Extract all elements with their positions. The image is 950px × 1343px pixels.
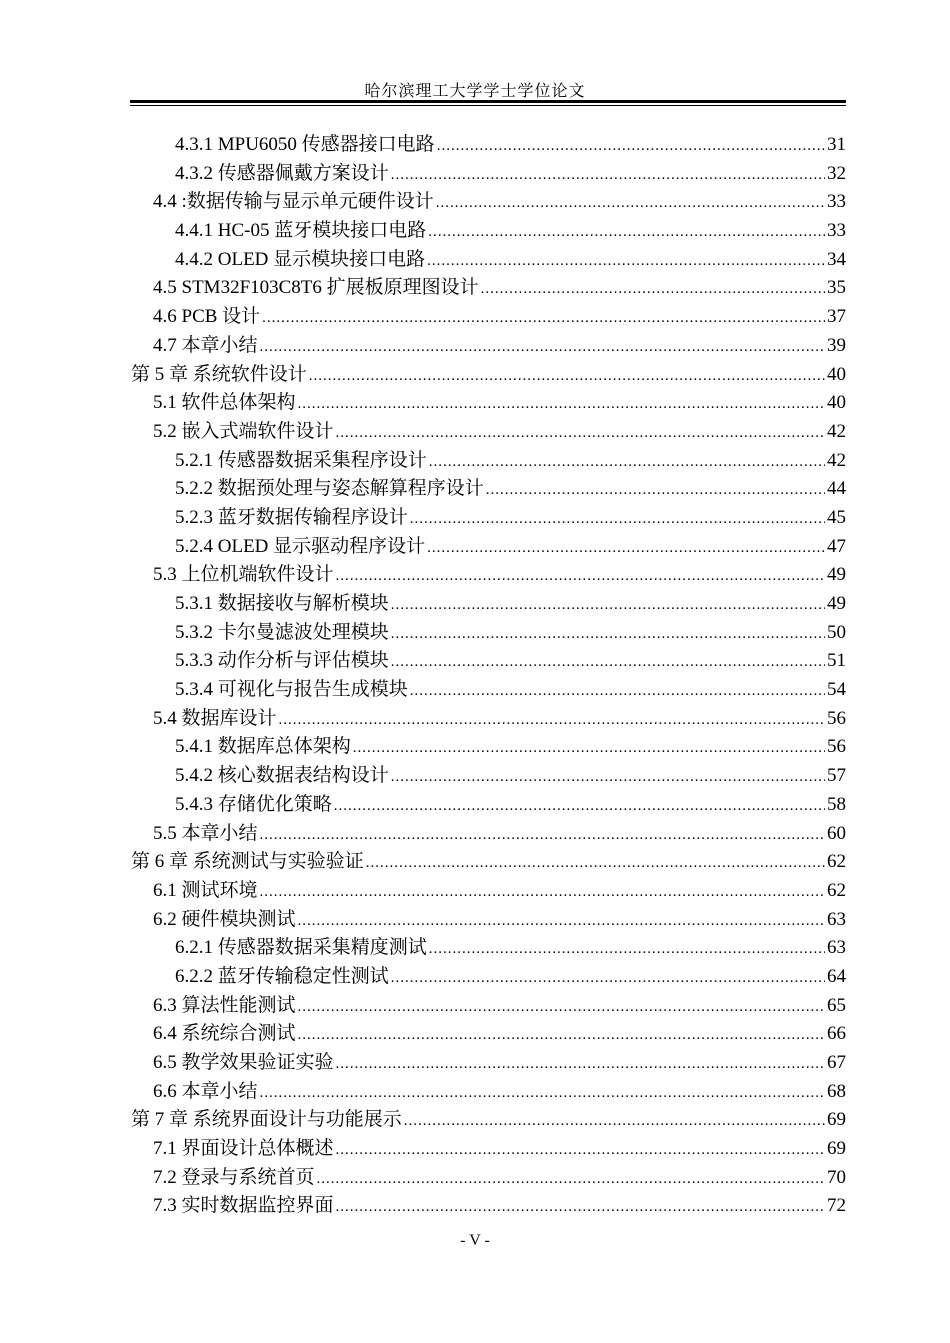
toc-dot-leader bbox=[366, 849, 825, 877]
toc-dot-leader bbox=[309, 362, 825, 390]
toc-entry-page: 47 bbox=[827, 535, 846, 557]
toc-dot-leader bbox=[298, 390, 825, 418]
toc-dot-leader bbox=[260, 821, 825, 849]
toc-entry-title: 7.3 实时数据监控界面 bbox=[153, 1195, 334, 1217]
toc-entry[interactable] bbox=[131, 131, 846, 160]
toc-entry[interactable] bbox=[131, 733, 846, 762]
toc-entry-page: 63 bbox=[827, 937, 846, 959]
toc-entry-page: 58 bbox=[827, 793, 846, 815]
toc-dot-leader bbox=[404, 1107, 825, 1135]
toc-entry-page: 64 bbox=[827, 965, 846, 987]
toc-entry[interactable] bbox=[131, 188, 846, 217]
toc-dot-leader bbox=[391, 161, 825, 189]
toc-entry[interactable] bbox=[131, 475, 846, 504]
toc-entry-page: 40 bbox=[827, 363, 846, 385]
toc-dot-leader bbox=[336, 419, 825, 447]
toc-entry-title: 4.5 STM32F103C8T6 扩展板原理图设计 bbox=[153, 277, 479, 299]
toc-entry-page: 72 bbox=[827, 1195, 846, 1217]
toc-entry[interactable] bbox=[131, 1078, 846, 1107]
toc-entry[interactable] bbox=[131, 1020, 846, 1049]
toc-entry[interactable] bbox=[131, 332, 846, 361]
toc-entry[interactable] bbox=[131, 619, 846, 648]
toc-dot-leader bbox=[260, 878, 825, 906]
toc-entry-page: 69 bbox=[827, 1109, 846, 1131]
toc-entry[interactable] bbox=[131, 504, 846, 533]
toc-entry-title: 6.6 本章小结 bbox=[153, 1080, 258, 1102]
toc-entry[interactable] bbox=[131, 590, 846, 619]
toc-entry[interactable] bbox=[131, 906, 846, 935]
toc-entry-title: 第 7 章 系统界面设计与功能展示 bbox=[131, 1109, 402, 1131]
toc-entry-page: 62 bbox=[827, 851, 846, 873]
toc-entry-title: 6.4 系统综合测试 bbox=[153, 1023, 296, 1045]
toc-entry[interactable] bbox=[131, 217, 846, 246]
toc-entry-page: 49 bbox=[827, 593, 846, 614]
toc-dot-leader bbox=[391, 763, 825, 791]
toc-entry-title: 4.4 :数据传输与显示单元硬件设计 bbox=[153, 191, 434, 213]
toc-entry-title: 第 6 章 系统测试与实验验证 bbox=[131, 851, 364, 873]
toc-entry-page: 65 bbox=[827, 994, 846, 1016]
toc-entry[interactable] bbox=[131, 533, 846, 562]
toc-entry-title: 5.1 软件总体架构 bbox=[153, 392, 296, 414]
toc-entry-page: 70 bbox=[827, 1166, 846, 1188]
toc-entry-title: 5.2.3 蓝牙数据传输程序设计 bbox=[175, 506, 408, 528]
toc-dot-leader bbox=[429, 935, 825, 963]
toc-entry-title: 4.3.2 传感器佩戴方案设计 bbox=[175, 162, 389, 184]
toc-entry-page: 40 bbox=[827, 392, 846, 414]
toc-entry[interactable] bbox=[131, 1049, 846, 1078]
toc-dot-leader bbox=[298, 993, 825, 1021]
toc-entry-page: 69 bbox=[827, 1138, 846, 1160]
toc-dot-leader bbox=[427, 534, 825, 562]
toc-entry[interactable] bbox=[131, 246, 846, 275]
toc-entry-title: 5.2.4 OLED 显示驱动程序设计 bbox=[175, 535, 426, 557]
toc-entry-title: 6.2 硬件模块测试 bbox=[153, 908, 296, 930]
toc-entry-page: 50 bbox=[827, 621, 846, 643]
toc-entry-page: 67 bbox=[827, 1052, 846, 1073]
toc-entry-page: 68 bbox=[827, 1080, 846, 1102]
toc-chapter-entry[interactable] bbox=[131, 361, 846, 390]
toc-entry-title: 6.3 算法性能测试 bbox=[153, 994, 296, 1016]
toc-entry-page: 37 bbox=[827, 306, 846, 328]
toc-entry-title: 5.3.1 数据接收与解析模块 bbox=[175, 593, 389, 614]
toc-dot-leader bbox=[437, 132, 825, 160]
toc-entry-page: 60 bbox=[827, 822, 846, 844]
toc-entry-title: 5.2 嵌入式端软件设计 bbox=[153, 420, 334, 442]
toc-entry[interactable] bbox=[131, 705, 846, 734]
toc-dot-leader bbox=[298, 1021, 825, 1049]
toc-entry-title: 5.3.3 动作分析与评估模块 bbox=[175, 650, 389, 672]
running-header: 哈尔滨理工大学学士学位论文 bbox=[364, 83, 586, 100]
toc-entry[interactable] bbox=[131, 963, 846, 992]
toc-entry[interactable] bbox=[131, 389, 846, 418]
toc-dot-leader bbox=[336, 1136, 825, 1164]
toc-entry-page: 42 bbox=[827, 449, 846, 471]
toc-entry-page: 34 bbox=[827, 248, 846, 270]
toc-dot-leader bbox=[486, 476, 825, 504]
toc-dot-leader bbox=[428, 218, 825, 246]
toc-dot-leader bbox=[260, 333, 825, 361]
toc-entry-page: 35 bbox=[827, 277, 846, 299]
toc-entry-page: 63 bbox=[827, 908, 846, 930]
header-rule-thin bbox=[130, 105, 846, 106]
toc-dot-leader bbox=[336, 562, 825, 590]
toc-dot-leader bbox=[298, 907, 825, 935]
toc-dot-leader bbox=[391, 591, 825, 619]
toc-dot-leader bbox=[353, 734, 825, 762]
toc-entry-title: 4.4.2 OLED 显示模块接口电路 bbox=[175, 248, 426, 270]
toc-dot-leader bbox=[260, 1079, 825, 1107]
toc-entry[interactable] bbox=[131, 877, 846, 906]
toc-entry-title: 6.2.2 蓝牙传输稳定性测试 bbox=[175, 965, 389, 987]
toc-entry-title: 7.1 界面设计总体概述 bbox=[153, 1138, 334, 1160]
toc-entry-page: 33 bbox=[827, 220, 846, 242]
toc-dot-leader bbox=[279, 706, 825, 734]
toc-entry[interactable] bbox=[131, 1164, 846, 1193]
toc-entry-page: 31 bbox=[827, 134, 846, 155]
page-number: - V - bbox=[460, 1232, 490, 1249]
toc-entry[interactable] bbox=[131, 418, 846, 447]
toc-entry-title: 5.3 上位机端软件设计 bbox=[153, 564, 334, 586]
toc-entry-page: 66 bbox=[827, 1023, 846, 1045]
toc-chapter-entry[interactable] bbox=[131, 1106, 846, 1135]
toc-entry[interactable] bbox=[131, 303, 846, 332]
toc-entry-title: 6.2.1 传感器数据采集精度测试 bbox=[175, 937, 427, 959]
toc-entry[interactable] bbox=[131, 676, 846, 705]
table-of-contents bbox=[131, 131, 846, 1221]
toc-entry-title: 6.5 教学效果验证实验 bbox=[153, 1052, 334, 1073]
toc-entry[interactable] bbox=[131, 1135, 846, 1164]
toc-dot-leader bbox=[391, 620, 825, 648]
toc-entry-page: 62 bbox=[827, 879, 846, 901]
toc-dot-leader bbox=[481, 275, 825, 303]
toc-dot-leader bbox=[427, 247, 825, 275]
toc-entry-page: 54 bbox=[827, 679, 846, 701]
toc-entry-title: 7.2 登录与系统首页 bbox=[153, 1166, 315, 1188]
toc-entry[interactable] bbox=[131, 561, 846, 590]
toc-entry-title: 5.5 本章小结 bbox=[153, 822, 258, 844]
toc-entry[interactable] bbox=[131, 791, 846, 820]
toc-entry-title: 5.3.4 可视化与报告生成模块 bbox=[175, 679, 408, 701]
toc-entry[interactable] bbox=[131, 160, 846, 189]
toc-entry-page: 56 bbox=[827, 707, 846, 729]
toc-entry[interactable] bbox=[131, 647, 846, 676]
toc-entry-title: 5.4.3 存储优化策略 bbox=[175, 793, 332, 815]
toc-entry-page: 33 bbox=[827, 191, 846, 213]
toc-entry-title: 5.3.2 卡尔曼滤波处理模块 bbox=[175, 621, 389, 643]
toc-entry-title: 5.2.1 传感器数据采集程序设计 bbox=[175, 449, 427, 471]
toc-entry-page: 45 bbox=[827, 506, 846, 528]
toc-entry[interactable] bbox=[131, 934, 846, 963]
toc-entry-title: 4.7 本章小结 bbox=[153, 334, 258, 356]
toc-entry-page: 32 bbox=[827, 162, 846, 184]
toc-dot-leader bbox=[436, 189, 825, 217]
toc-dot-leader bbox=[336, 1050, 825, 1078]
toc-entry[interactable] bbox=[131, 762, 846, 791]
toc-entry-title: 第 5 章 系统软件设计 bbox=[131, 363, 307, 385]
toc-dot-leader bbox=[391, 964, 825, 992]
toc-entry-title: 5.4.1 数据库总体架构 bbox=[175, 736, 351, 758]
toc-entry[interactable] bbox=[131, 274, 846, 303]
header-rule-thick bbox=[130, 100, 846, 103]
toc-entry-page: 49 bbox=[827, 564, 846, 586]
toc-dot-leader bbox=[262, 304, 825, 332]
toc-entry-page: 44 bbox=[827, 478, 846, 500]
toc-entry[interactable] bbox=[131, 820, 846, 849]
toc-entry-title: 6.1 测试环境 bbox=[153, 879, 258, 901]
toc-entry[interactable] bbox=[131, 1192, 846, 1221]
toc-entry-title: 5.4.2 核心数据表结构设计 bbox=[175, 765, 389, 787]
toc-entry-title: 4.6 PCB 设计 bbox=[153, 306, 261, 328]
toc-entry-title: 4.3.1 MPU6050 传感器接口电路 bbox=[175, 134, 435, 155]
toc-entry-title: 5.4 数据库设计 bbox=[153, 707, 277, 729]
toc-dot-leader bbox=[429, 448, 825, 476]
toc-entry-title: 4.4.1 HC-05 蓝牙模块接口电路 bbox=[175, 220, 427, 242]
toc-entry[interactable] bbox=[131, 992, 846, 1021]
toc-entry[interactable] bbox=[131, 447, 846, 476]
toc-entry-page: 56 bbox=[827, 736, 846, 758]
toc-entry-page: 39 bbox=[827, 334, 846, 356]
toc-dot-leader bbox=[317, 1165, 825, 1193]
toc-entry-page: 57 bbox=[827, 765, 846, 787]
toc-chapter-entry[interactable] bbox=[131, 848, 846, 877]
toc-entry-page: 42 bbox=[827, 420, 846, 442]
toc-dot-leader bbox=[336, 1193, 825, 1221]
toc-dot-leader bbox=[391, 648, 825, 676]
toc-entry-page: 51 bbox=[827, 650, 846, 672]
toc-dot-leader bbox=[334, 792, 825, 820]
toc-entry-title: 5.2.2 数据预处理与姿态解算程序设计 bbox=[175, 478, 484, 500]
toc-dot-leader bbox=[410, 505, 825, 533]
toc-dot-leader bbox=[410, 677, 825, 705]
